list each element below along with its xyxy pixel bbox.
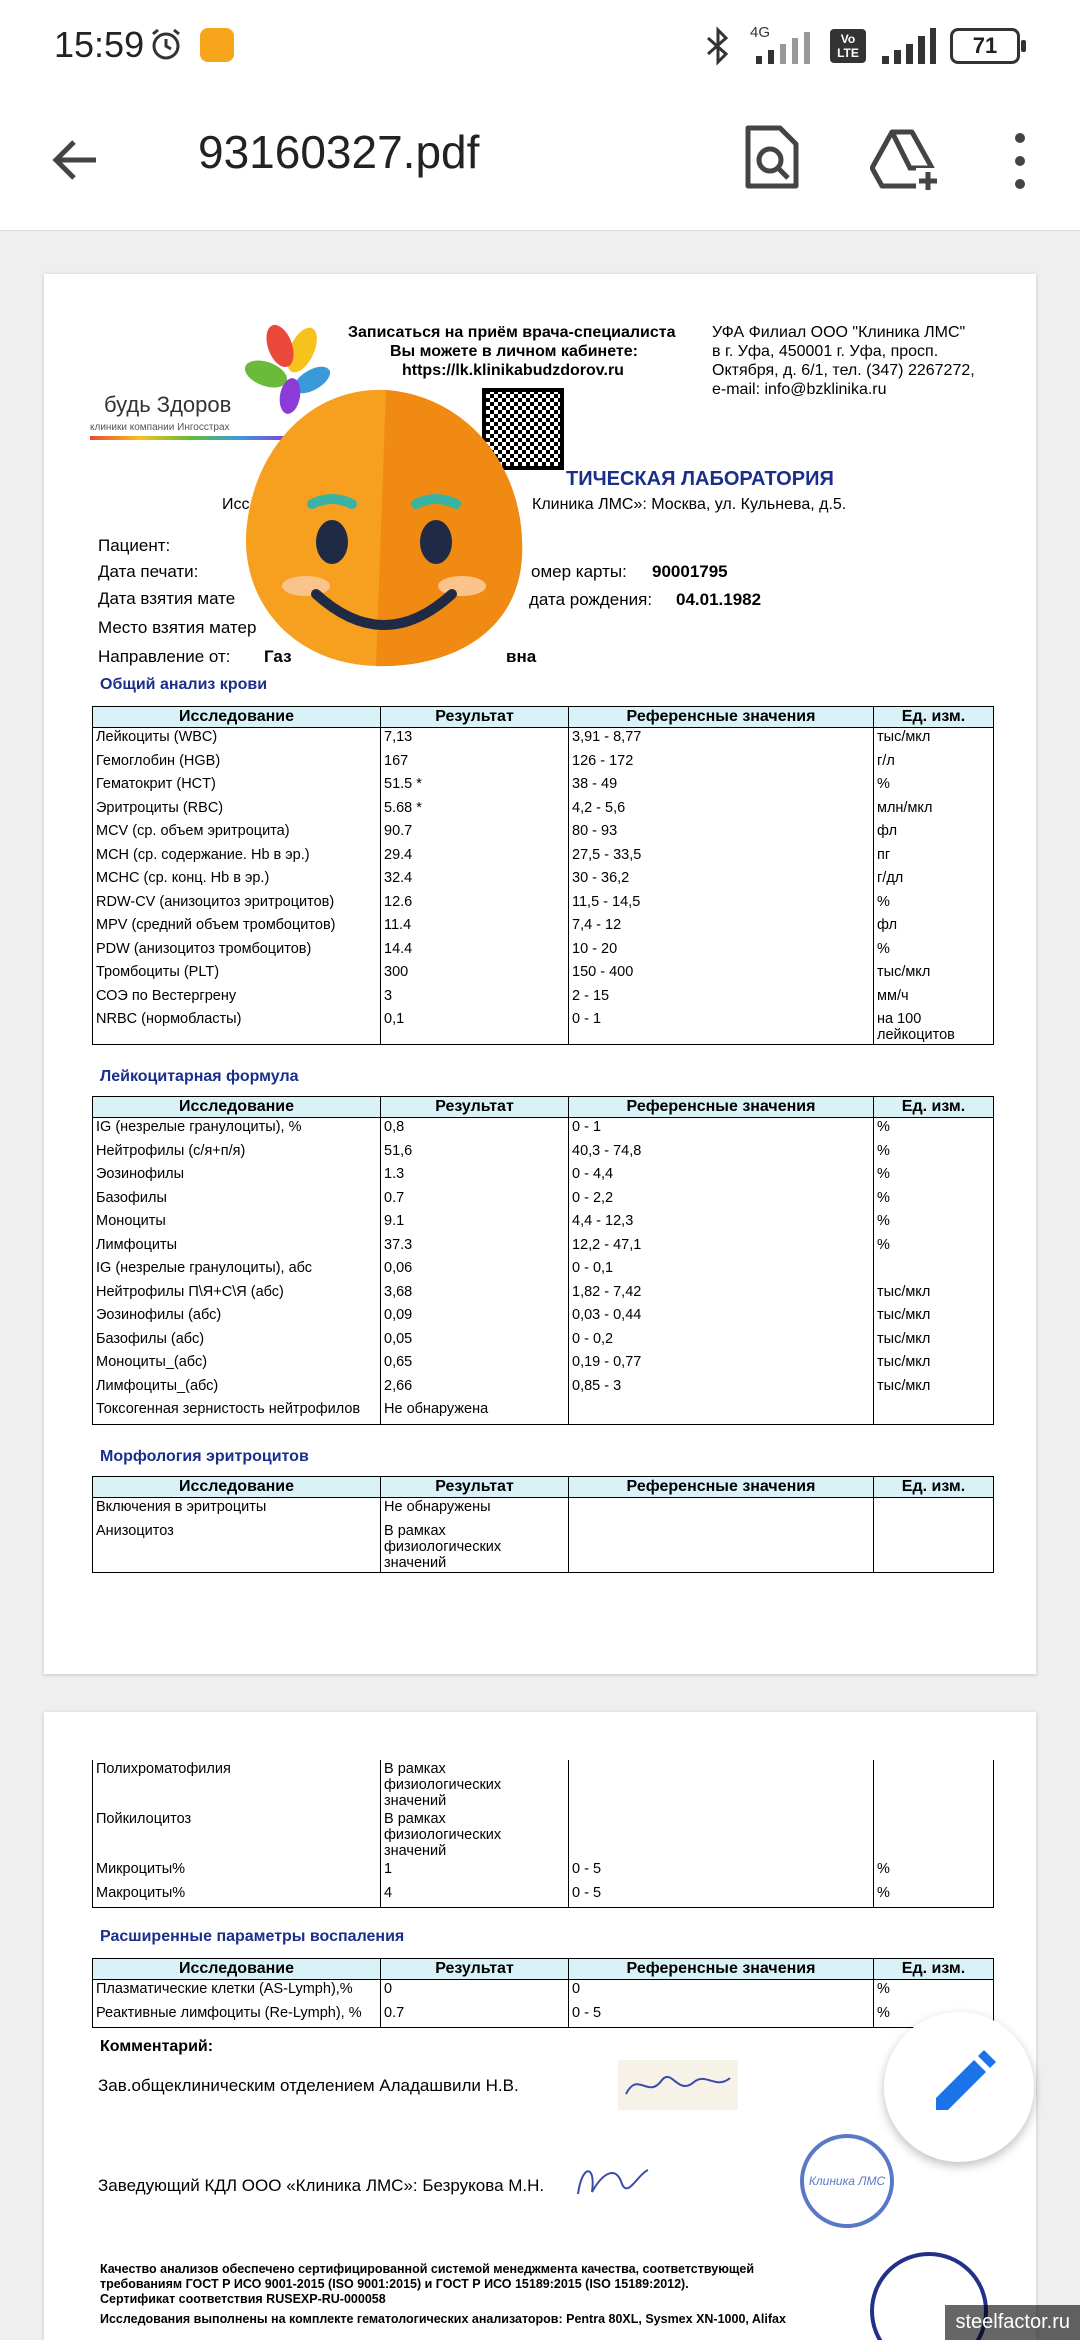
cell-result: 7,13 bbox=[381, 728, 569, 752]
cell-test: PDW (анизоцитоз тромбоцитов) bbox=[93, 940, 381, 964]
col-header-reference: Референсные значения bbox=[569, 1097, 874, 1118]
cell-reference: 40,3 - 74,8 bbox=[569, 1142, 874, 1166]
add-to-drive-icon[interactable] bbox=[870, 128, 940, 192]
cell-result: 2,66 bbox=[381, 1377, 569, 1401]
table-row bbox=[93, 1760, 994, 1810]
cell-test: Тромбоциты (PLT) bbox=[93, 963, 381, 987]
cell-reference: 4,2 - 5,6 bbox=[569, 799, 874, 823]
cell-reference: 10 - 20 bbox=[569, 940, 874, 964]
cell-result: 11.4 bbox=[381, 916, 569, 940]
cell-reference: 4,4 - 12,3 bbox=[569, 1212, 874, 1236]
branch-line-1: УФА Филиал ООО "Клиника ЛМС" bbox=[712, 324, 966, 341]
table-row bbox=[93, 1010, 994, 1045]
cell-reference: 38 - 49 bbox=[569, 775, 874, 799]
cell-result: 1.3 bbox=[381, 1165, 569, 1189]
cell-reference: 0 - 5 bbox=[569, 1884, 874, 1908]
cell-unit: г/л bbox=[874, 752, 994, 776]
table-row bbox=[93, 1498, 994, 1522]
lab-title: ТИЧЕСКАЯ ЛАБОРАТОРИЯ bbox=[566, 468, 834, 490]
table-row bbox=[93, 1810, 994, 1860]
cell-reference: 11,5 - 14,5 bbox=[569, 893, 874, 917]
section-title-morph: Морфология эритроцитов bbox=[100, 1448, 309, 1465]
cell-reference: 0 - 5 bbox=[569, 2004, 874, 2028]
table-row bbox=[93, 2004, 994, 2028]
arrow-back-icon[interactable] bbox=[46, 130, 106, 190]
table-row bbox=[93, 963, 994, 987]
cell-unit bbox=[874, 1760, 994, 1810]
table-row bbox=[93, 822, 994, 846]
clinic-stamp bbox=[800, 2134, 894, 2228]
cell-test: Моноциты bbox=[93, 1212, 381, 1236]
cell-reference bbox=[569, 1760, 874, 1810]
app-bar bbox=[0, 92, 1080, 231]
cell-unit bbox=[874, 1522, 994, 1573]
table-row bbox=[93, 1860, 994, 1884]
cell-reference: 150 - 400 bbox=[569, 963, 874, 987]
find-in-document-icon[interactable] bbox=[742, 124, 802, 190]
cell-reference: 126 - 172 bbox=[569, 752, 874, 776]
cell-unit: фл bbox=[874, 822, 994, 846]
cell-result: 0,1 bbox=[381, 1010, 569, 1045]
inflammation-table bbox=[92, 1958, 994, 2028]
cell-unit bbox=[874, 1498, 994, 1522]
cell-result: 0,05 bbox=[381, 1330, 569, 1354]
cell-unit bbox=[874, 1400, 994, 1424]
logo-text: будь Здоров bbox=[104, 392, 232, 417]
branch-line-2: в г. Уфа, 450001 г. Уфа, просп. bbox=[712, 343, 939, 360]
cell-reference: 0 - 5 bbox=[569, 1860, 874, 1884]
table-row bbox=[93, 1522, 994, 1573]
cell-reference: 0 bbox=[569, 1980, 874, 2004]
birth-date-label: дата рождения: bbox=[529, 590, 653, 609]
cell-unit: пг bbox=[874, 846, 994, 870]
section-title-leuko: Лейкоцитарная формула bbox=[100, 1068, 299, 1085]
cell-result: 4 bbox=[381, 1884, 569, 1908]
cell-test: MPV (средний объем тромбоцитов) bbox=[93, 916, 381, 940]
table-row bbox=[93, 1165, 994, 1189]
cell-unit: % bbox=[874, 2004, 994, 2028]
cell-result: 51,6 bbox=[381, 1142, 569, 1166]
cell-result: 0,65 bbox=[381, 1353, 569, 1377]
cell-test: Пойкилоцитоз bbox=[93, 1810, 381, 1860]
cell-test: Эритроциты (RBC) bbox=[93, 799, 381, 823]
cell-unit: % bbox=[874, 1980, 994, 2004]
watermark: steelfactor.ru bbox=[945, 2305, 1080, 2340]
cell-result: 29.4 bbox=[381, 846, 569, 870]
cell-test: Анизоцитоз bbox=[93, 1522, 381, 1573]
cell-reference: 0,03 - 0,44 bbox=[569, 1306, 874, 1330]
cell-unit: % bbox=[874, 1118, 994, 1142]
birth-date-value: 04.01.1982 bbox=[676, 590, 762, 609]
cell-test: Базофилы (абс) bbox=[93, 1330, 381, 1354]
print-date-label: Дата печати: bbox=[98, 562, 199, 581]
cell-result: 37.3 bbox=[381, 1236, 569, 1260]
cell-test: Включения в эритроциты bbox=[93, 1498, 381, 1522]
patient-label: Пациент: bbox=[98, 536, 171, 555]
cell-unit bbox=[874, 1810, 994, 1860]
table-row bbox=[93, 846, 994, 870]
cell-unit: % bbox=[874, 775, 994, 799]
table-row bbox=[93, 775, 994, 799]
table-row bbox=[93, 728, 994, 752]
cell-test: Реактивные лимфоциты (Re-Lymph), % bbox=[93, 2004, 381, 2028]
signature-2-icon bbox=[572, 2154, 652, 2208]
stamp-text: Клиника ЛМС bbox=[808, 2174, 886, 2188]
logo-subtitle: клиники компании Ингосстрах bbox=[90, 422, 230, 433]
cell-unit: % bbox=[874, 1236, 994, 1260]
cell-unit: фл bbox=[874, 916, 994, 940]
cell-test: Моноциты_(абс) bbox=[93, 1353, 381, 1377]
col-header-unit: Ед. изм. bbox=[874, 1097, 994, 1118]
cell-reference: 2 - 15 bbox=[569, 987, 874, 1011]
cell-reference: 0,85 - 3 bbox=[569, 1377, 874, 1401]
cell-reference: 0 - 4,4 bbox=[569, 1165, 874, 1189]
cell-result: 14.4 bbox=[381, 940, 569, 964]
cell-reference: 12,2 - 47,1 bbox=[569, 1236, 874, 1260]
cell-unit: % bbox=[874, 940, 994, 964]
quality-line-2: требованиям ГОСТ Р ИСО 9001-2015 (ISO 9001:2015) и ГОСТ Р ИСО 15189:2015 (ISO 15189:2012). bbox=[100, 2277, 689, 2291]
cell-test: Плазматические клетки (AS-Lymph),% bbox=[93, 1980, 381, 2004]
cell-test: Лимфоциты_(абс) bbox=[93, 1377, 381, 1401]
table-row bbox=[93, 893, 994, 917]
cellular-signal-icon: 4G bbox=[746, 26, 816, 66]
alarm-icon bbox=[148, 26, 184, 62]
cell-reference bbox=[569, 1522, 874, 1573]
table-header-row bbox=[93, 707, 994, 728]
cell-unit: тыс/мкл bbox=[874, 728, 994, 752]
cell-unit: млн/мкл bbox=[874, 799, 994, 823]
cell-test: Нейтрофилы П\Я+С\Я (абс) bbox=[93, 1283, 381, 1307]
col-header-test: Исследование bbox=[93, 1097, 381, 1118]
cell-unit: тыс/мкл bbox=[874, 1377, 994, 1401]
card-number-value: 90001795 bbox=[652, 562, 728, 581]
table-row bbox=[93, 1189, 994, 1213]
table-row bbox=[93, 752, 994, 776]
cell-reference: 1,82 - 7,42 bbox=[569, 1283, 874, 1307]
direction-label: Направление от: bbox=[98, 647, 231, 666]
cell-result: 0.7 bbox=[381, 1189, 569, 1213]
table-row bbox=[93, 940, 994, 964]
table-header-row bbox=[93, 1097, 994, 1118]
cell-test: Лимфоциты bbox=[93, 1236, 381, 1260]
cellular-signal-2-icon bbox=[880, 26, 936, 66]
cell-test: Токсогенная зернистость нейтрофилов bbox=[93, 1400, 381, 1424]
table-header-row bbox=[93, 1477, 994, 1498]
branch-line-3: Октября, д. 6/1, тел. (347) 2267272, bbox=[712, 362, 975, 379]
col-header-unit: Ед. изм. bbox=[874, 1959, 994, 1980]
appointment-line-1: Записаться на приём врача-специалиста bbox=[348, 324, 676, 341]
pen-icon bbox=[884, 2012, 1034, 2162]
col-header-test: Исследование bbox=[93, 1477, 381, 1498]
quality-line-1: Качество анализов обеспечено сертифицированной системой менеджмента качества, соответствующей bbox=[100, 2262, 755, 2276]
col-header-reference: Референсные значения bbox=[569, 1959, 874, 1980]
cell-result: В рамках физиологических значений bbox=[381, 1810, 569, 1860]
table-row bbox=[93, 1353, 994, 1377]
cell-result: 0,06 bbox=[381, 1259, 569, 1283]
cell-test: Гемоглобин (HGB) bbox=[93, 752, 381, 776]
appointment-url[interactable]: https://lk.klinikabudzdorov.ru bbox=[402, 362, 624, 379]
cell-unit: % bbox=[874, 1212, 994, 1236]
battery-icon: 71 bbox=[950, 28, 1020, 64]
cell-test: Полихроматофилия bbox=[93, 1760, 381, 1810]
table-row bbox=[93, 799, 994, 823]
cell-reference: 0,19 - 0,77 bbox=[569, 1353, 874, 1377]
cell-unit: % bbox=[874, 1189, 994, 1213]
cell-result: 300 bbox=[381, 963, 569, 987]
col-header-result: Результат bbox=[381, 1477, 569, 1498]
cell-result: Не обнаружены bbox=[381, 1498, 569, 1522]
cell-unit: тыс/мкл bbox=[874, 1283, 994, 1307]
table-row bbox=[93, 916, 994, 940]
table-row bbox=[93, 1377, 994, 1401]
cell-reference bbox=[569, 1400, 874, 1424]
notification-app-icon bbox=[200, 28, 234, 62]
col-header-result: Результат bbox=[381, 1959, 569, 1980]
card-number-label: омер карты: bbox=[531, 562, 627, 581]
status-bar bbox=[0, 0, 1080, 92]
branch-email[interactable]: e-mail: info@bzklinika.ru bbox=[712, 381, 887, 398]
cell-result: 1 bbox=[381, 1860, 569, 1884]
table-row bbox=[93, 869, 994, 893]
cell-unit: тыс/мкл bbox=[874, 1353, 994, 1377]
col-header-result: Результат bbox=[381, 1097, 569, 1118]
cell-result: 3,68 bbox=[381, 1283, 569, 1307]
cell-test: Эозинофилы bbox=[93, 1165, 381, 1189]
lab-address-right: Клиника ЛМС»: Москва, ул. Кульнева, д.5. bbox=[532, 496, 847, 513]
cell-result: В рамках физиологических значений bbox=[381, 1760, 569, 1810]
cell-reference bbox=[569, 1810, 874, 1860]
cell-unit: на 100 лейкоцитов bbox=[874, 1010, 994, 1045]
cell-reference: 0 - 0,1 bbox=[569, 1259, 874, 1283]
cell-result: Не обнаружена bbox=[381, 1400, 569, 1424]
comments-label: Комментарий: bbox=[100, 2038, 214, 2055]
cell-unit: тыс/мкл bbox=[874, 963, 994, 987]
lab-address-left: Исс bbox=[222, 496, 250, 513]
table-row bbox=[93, 1118, 994, 1142]
table-row bbox=[93, 1142, 994, 1166]
cell-reference: 0 - 0,2 bbox=[569, 1330, 874, 1354]
cell-unit: г/дл bbox=[874, 869, 994, 893]
cell-test: Микроциты% bbox=[93, 1860, 381, 1884]
cell-reference: 0 - 1 bbox=[569, 1118, 874, 1142]
cbc-table bbox=[92, 706, 994, 1045]
col-header-test: Исследование bbox=[93, 707, 381, 728]
document-title: 93160327.pdf bbox=[198, 126, 480, 178]
table-row bbox=[93, 987, 994, 1011]
cell-unit: % bbox=[874, 1142, 994, 1166]
table-row bbox=[93, 1980, 994, 2004]
table-row bbox=[93, 1236, 994, 1260]
cell-unit: тыс/мкл bbox=[874, 1306, 994, 1330]
cell-result: 9.1 bbox=[381, 1212, 569, 1236]
col-header-reference: Референсные значения bbox=[569, 707, 874, 728]
cell-test: Нейтрофилы (с/я+п/я) bbox=[93, 1142, 381, 1166]
cell-test: IG (незрелые гранулоциты), % bbox=[93, 1118, 381, 1142]
system-icons bbox=[704, 26, 1020, 66]
signature-head-2: Заведующий КДЛ ООО «Клиника ЛМС»: Безрукова М.Н. bbox=[98, 2176, 545, 2195]
signature-1-icon bbox=[618, 2060, 738, 2110]
cell-test: MCH (ср. содержание. Hb в эр.) bbox=[93, 846, 381, 870]
table-row bbox=[93, 1306, 994, 1330]
edit-fab-button[interactable] bbox=[884, 2012, 1034, 2162]
direction-value-right: вна bbox=[506, 647, 537, 666]
cell-result: 0,8 bbox=[381, 1118, 569, 1142]
cell-test: Макроциты% bbox=[93, 1884, 381, 1908]
cell-result: 0 bbox=[381, 1980, 569, 2004]
table-row bbox=[93, 1259, 994, 1283]
cell-unit: тыс/мкл bbox=[874, 1330, 994, 1354]
quality-line-4: Исследования выполнены на комплекте гематологических анализаторов: Pentra 80XL, Sysmex XN-1000, Alifax bbox=[100, 2312, 786, 2326]
sample-place-label: Место взятия матер bbox=[98, 618, 257, 637]
cell-result: 5.68 * bbox=[381, 799, 569, 823]
cell-test: NRBC (нормобласты) bbox=[93, 1010, 381, 1045]
cell-result: 12.6 bbox=[381, 893, 569, 917]
cell-result: 3 bbox=[381, 987, 569, 1011]
cell-result: 51.5 * bbox=[381, 775, 569, 799]
cell-result: 0,09 bbox=[381, 1306, 569, 1330]
table-row bbox=[93, 1212, 994, 1236]
cell-test: IG (незрелые гранулоциты), абс bbox=[93, 1259, 381, 1283]
leuko-table bbox=[92, 1096, 994, 1425]
cell-unit: % bbox=[874, 1884, 994, 1908]
cell-reference: 80 - 93 bbox=[569, 822, 874, 846]
cell-unit bbox=[874, 1259, 994, 1283]
col-header-test: Исследование bbox=[93, 1959, 381, 1980]
table-row bbox=[93, 1283, 994, 1307]
cell-unit: % bbox=[874, 893, 994, 917]
signature-head-1: Зав.общеклиническим отделением Аладашвили Н.В. bbox=[98, 2076, 519, 2095]
cell-result: 167 bbox=[381, 752, 569, 776]
bluetooth-icon bbox=[704, 26, 732, 66]
cell-test: Базофилы bbox=[93, 1189, 381, 1213]
cell-reference: 3,91 - 8,77 bbox=[569, 728, 874, 752]
col-header-result: Результат bbox=[381, 707, 569, 728]
emoji-sticker-overlay bbox=[236, 386, 536, 672]
cell-result: 0.7 bbox=[381, 2004, 569, 2028]
morph-table bbox=[92, 1476, 994, 1573]
cell-unit: % bbox=[874, 1860, 994, 1884]
cell-test: RDW-CV (анизоцитоз эритроцитов) bbox=[93, 893, 381, 917]
col-header-unit: Ед. изм. bbox=[874, 1477, 994, 1498]
cell-test: MCHC (ср. конц. Hb в эр.) bbox=[93, 869, 381, 893]
cell-reference bbox=[569, 1498, 874, 1522]
cell-unit: мм/ч bbox=[874, 987, 994, 1011]
cell-reference: 30 - 36,2 bbox=[569, 869, 874, 893]
table-row bbox=[93, 1400, 994, 1424]
cell-test: Гематокрит (HCT) bbox=[93, 775, 381, 799]
direction-value-left: Газ bbox=[264, 647, 292, 666]
cell-test: СОЭ по Вестергрену bbox=[93, 987, 381, 1011]
status-time: 15:59 bbox=[54, 24, 145, 65]
table-header-row bbox=[93, 1959, 994, 1980]
table-row bbox=[93, 1884, 994, 1908]
pdf-page-1[interactable] bbox=[44, 274, 1036, 1674]
appointment-line-2: Вы можете в личном кабинете: bbox=[390, 343, 638, 360]
cell-result: 32.4 bbox=[381, 869, 569, 893]
cell-reference: 27,5 - 33,5 bbox=[569, 846, 874, 870]
section-title-inflammation: Расширенные параметры воспаления bbox=[100, 1928, 405, 1945]
section-title-cbc: Общий анализ крови bbox=[100, 676, 268, 693]
cell-reference: 0 - 2,2 bbox=[569, 1189, 874, 1213]
cell-result: 90.7 bbox=[381, 822, 569, 846]
quality-line-3: Сертификат соответствия RUSEXP-RU-000058 bbox=[100, 2292, 386, 2306]
sample-date-label: Дата взятия мате bbox=[98, 589, 236, 608]
morph-table-continued bbox=[92, 1760, 994, 1908]
col-header-reference: Референсные значения bbox=[569, 1477, 874, 1498]
volte-icon: Vo LTE bbox=[830, 29, 866, 63]
cell-reference: 7,4 - 12 bbox=[569, 916, 874, 940]
more-vert-icon[interactable] bbox=[1000, 126, 1040, 196]
cell-test: Эозинофилы (абс) bbox=[93, 1306, 381, 1330]
col-header-unit: Ед. изм. bbox=[874, 707, 994, 728]
cell-unit: % bbox=[874, 1165, 994, 1189]
cell-test: Лейкоциты (WBC) bbox=[93, 728, 381, 752]
table-row bbox=[93, 1330, 994, 1354]
cell-test: MCV (ср. объем эритроцита) bbox=[93, 822, 381, 846]
cell-result: В рамках физиологических значений bbox=[381, 1522, 569, 1573]
cell-reference: 0 - 1 bbox=[569, 1010, 874, 1045]
